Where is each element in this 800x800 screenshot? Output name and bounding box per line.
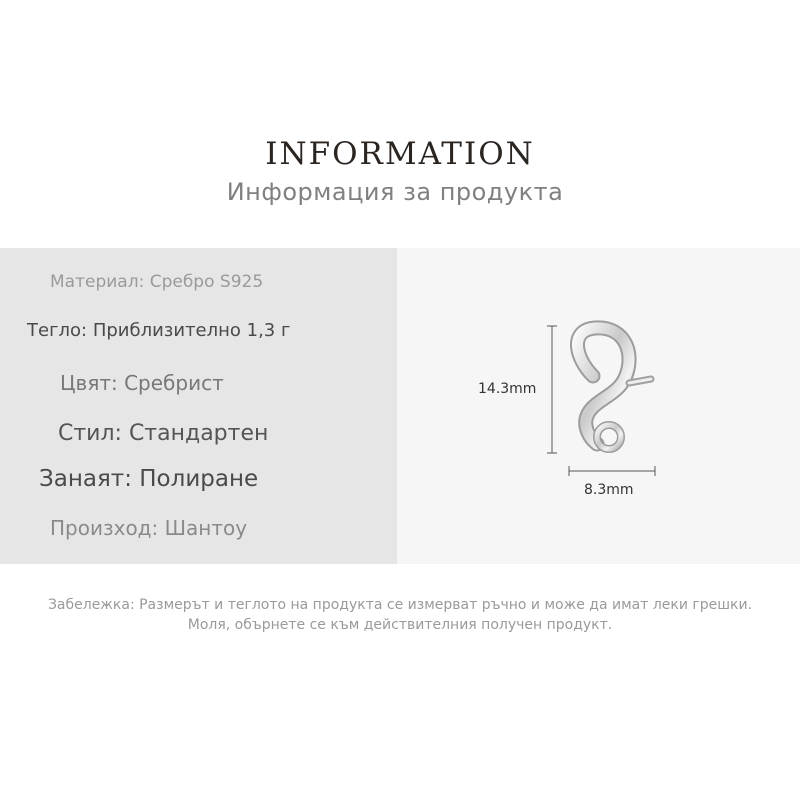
- spec-craft: Занаят: Полиране: [39, 466, 259, 492]
- spec-weight: Тегло: Приблизително 1,3 г: [27, 320, 291, 341]
- width-label: 8.3mm: [584, 482, 634, 498]
- height-label: 14.3mm: [478, 381, 537, 397]
- spec-origin: Произход: Шантоу: [50, 516, 248, 540]
- page-title: INFORMATION: [265, 136, 535, 172]
- spec-color: Цвят: Сребрист: [60, 371, 224, 395]
- page-subtitle: Информация за продукта: [226, 178, 564, 206]
- width-dimension-line: [569, 466, 655, 476]
- clasp-shape: [577, 328, 651, 449]
- lobster-clasp-icon: [397, 248, 800, 564]
- spec-material: Материал: Сребро S925: [50, 272, 264, 292]
- height-dimension-line: [547, 326, 557, 453]
- spec-style: Стил: Стандартен: [58, 421, 269, 446]
- disclaimer-note: Забележка: Размерът и теглото на продукта се измерват ръчно и може да имат леки грешки. Моля, обърнете се към действителния получен продукт.: [47, 597, 753, 633]
